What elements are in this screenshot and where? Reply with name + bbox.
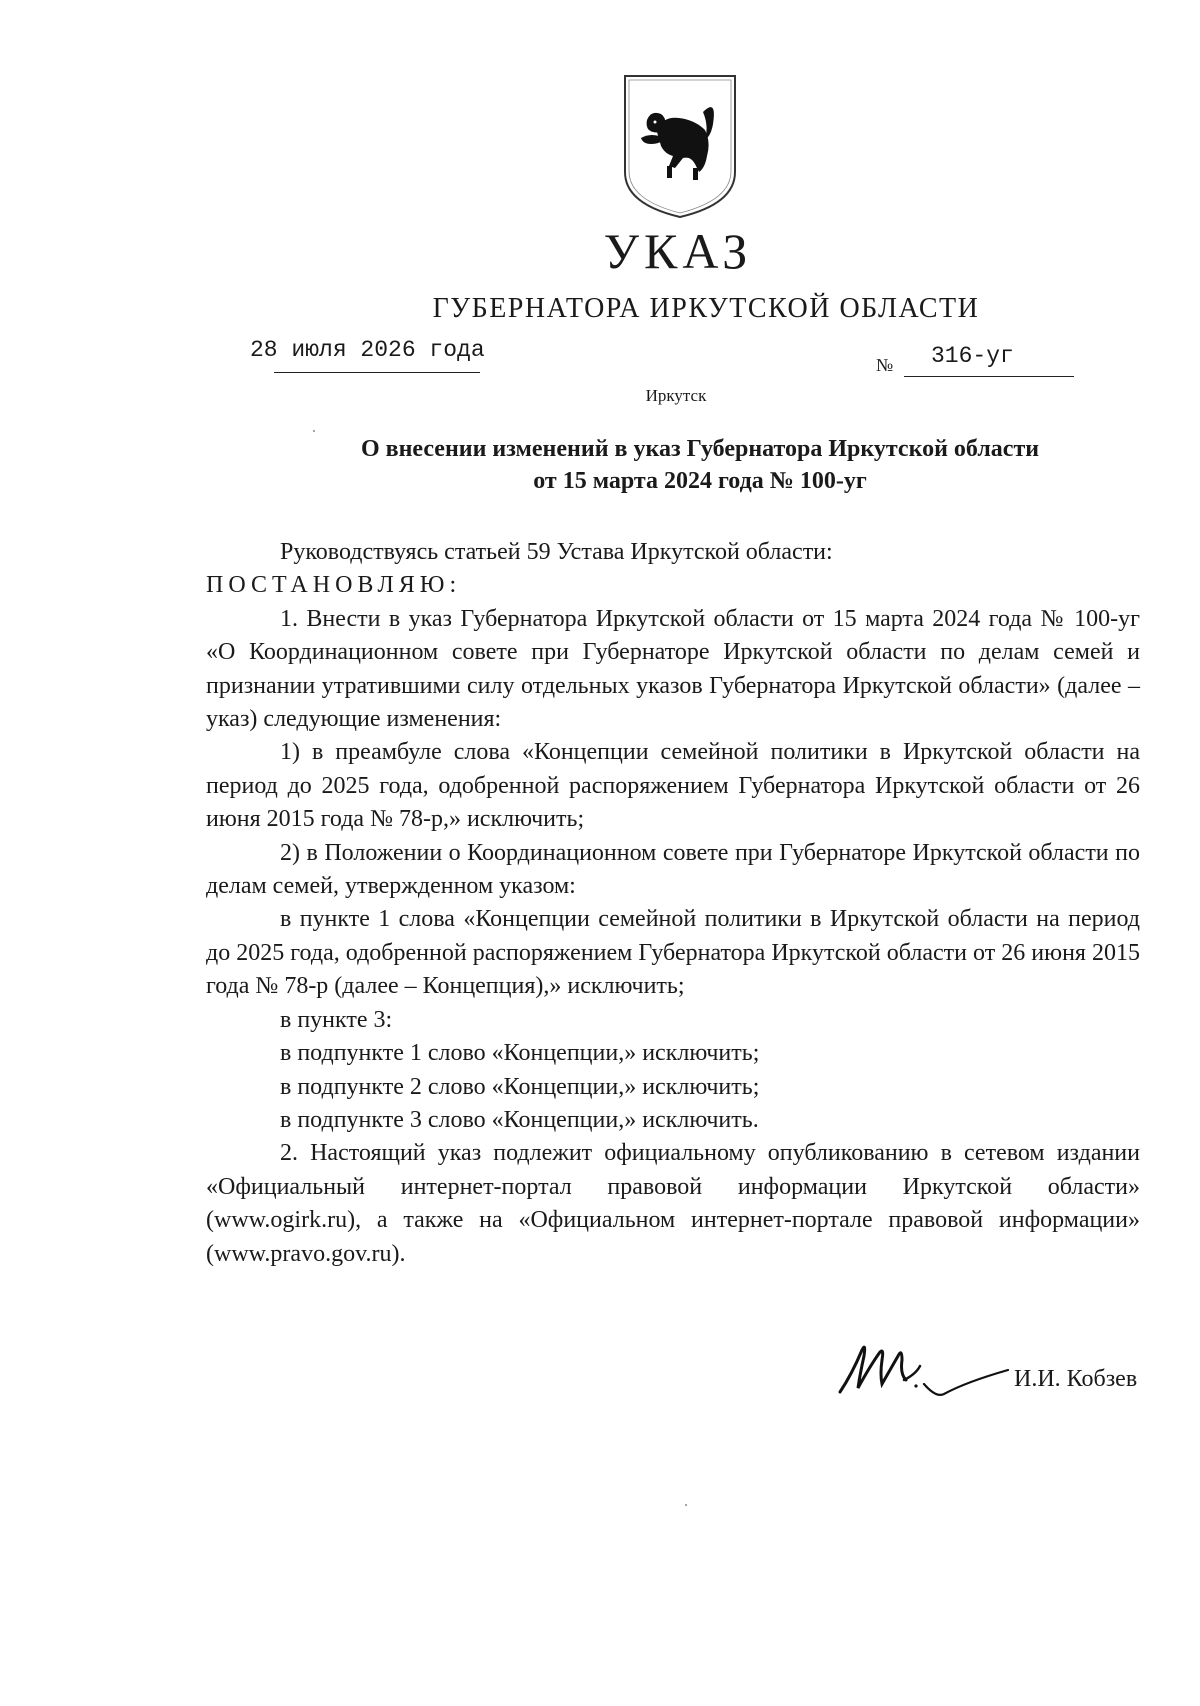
paragraph: 2. Настоящий указ подлежит официальному опубликованию в сетевом издании «Официальный интернет-портал правовой информации Иркутской области» (www.ogirk.ru), а также на «Официальном интернет-портале правовой информации» (www.pravo.gov.ru). xyxy=(206,1140,1140,1267)
heading-line-1: О внесении изменений в указ Губернатора Иркутской области xyxy=(360,436,1040,462)
signature-icon xyxy=(836,1330,1011,1400)
paragraph: в подпункте 3 слово «Концепции,» исключить. xyxy=(280,1106,759,1133)
scan-speck xyxy=(313,430,315,432)
paragraph: 1. Внести в указ Губернатора Иркутской области от 15 марта 2024 года № 100-уг «О Координационном совете при Губернаторе Иркутской области по делам семей и признании утратившими силу отдельных указов Губернатора Иркутской области» (далее – указ) следующие изменения: xyxy=(206,605,1140,733)
scan-speck xyxy=(685,1504,687,1506)
paragraph: 1) в преамбуле слова «Концепции семейной политики в Иркутской области на период до 2025 года, одобренной распоряжением Губернатора Иркутской области от 26 июня 2015 года № 78-р,» исключить; xyxy=(206,739,1140,833)
decree-date: 28 июля 2026 года xyxy=(250,337,485,363)
paragraph: в пункте 3: xyxy=(280,1006,393,1033)
number-sign: № xyxy=(876,355,894,375)
decree-heading xyxy=(290,433,1110,497)
paragraph: Руководствуясь статьей 59 Устава Иркутской области: xyxy=(280,539,833,565)
paragraph: в подпункте 1 слово «Концепции,» исключить; xyxy=(280,1040,760,1067)
city-label: Иркутск xyxy=(645,386,707,405)
signer-name: И.И. Кобзев xyxy=(1014,1366,1138,1392)
date-underline xyxy=(274,372,480,373)
document-title: УКАЗ xyxy=(603,223,753,279)
paragraph: 2) в Положении о Координационном совете при Губернаторе Иркутской области по делам семей, утвержденном указом: xyxy=(206,839,1140,900)
heading-line-2: от 15 марта 2024 года № 100-уг xyxy=(533,468,867,494)
decree-body xyxy=(206,536,1140,1271)
paragraph-resolve: ПОСТАНОВЛЯЮ: xyxy=(206,572,462,599)
coat-of-arms-icon xyxy=(621,72,739,220)
paragraph: в пункте 1 слова «Концепции семейной политики в Иркутской области на период до 2025 года, одобренной распоряжением Губернатора Иркутской области от 26 июня 2015 года № 78-р (далее – Концепция),» исключить; xyxy=(206,906,1140,1000)
document-subtitle: ГУБЕРНАТОРА ИРКУТСКОЙ ОБЛАСТИ xyxy=(432,293,980,324)
decree-number: 316-уг xyxy=(931,343,1014,369)
number-underline xyxy=(904,376,1074,377)
paragraph: в подпункте 2 слово «Концепции,» исключить; xyxy=(280,1073,760,1100)
